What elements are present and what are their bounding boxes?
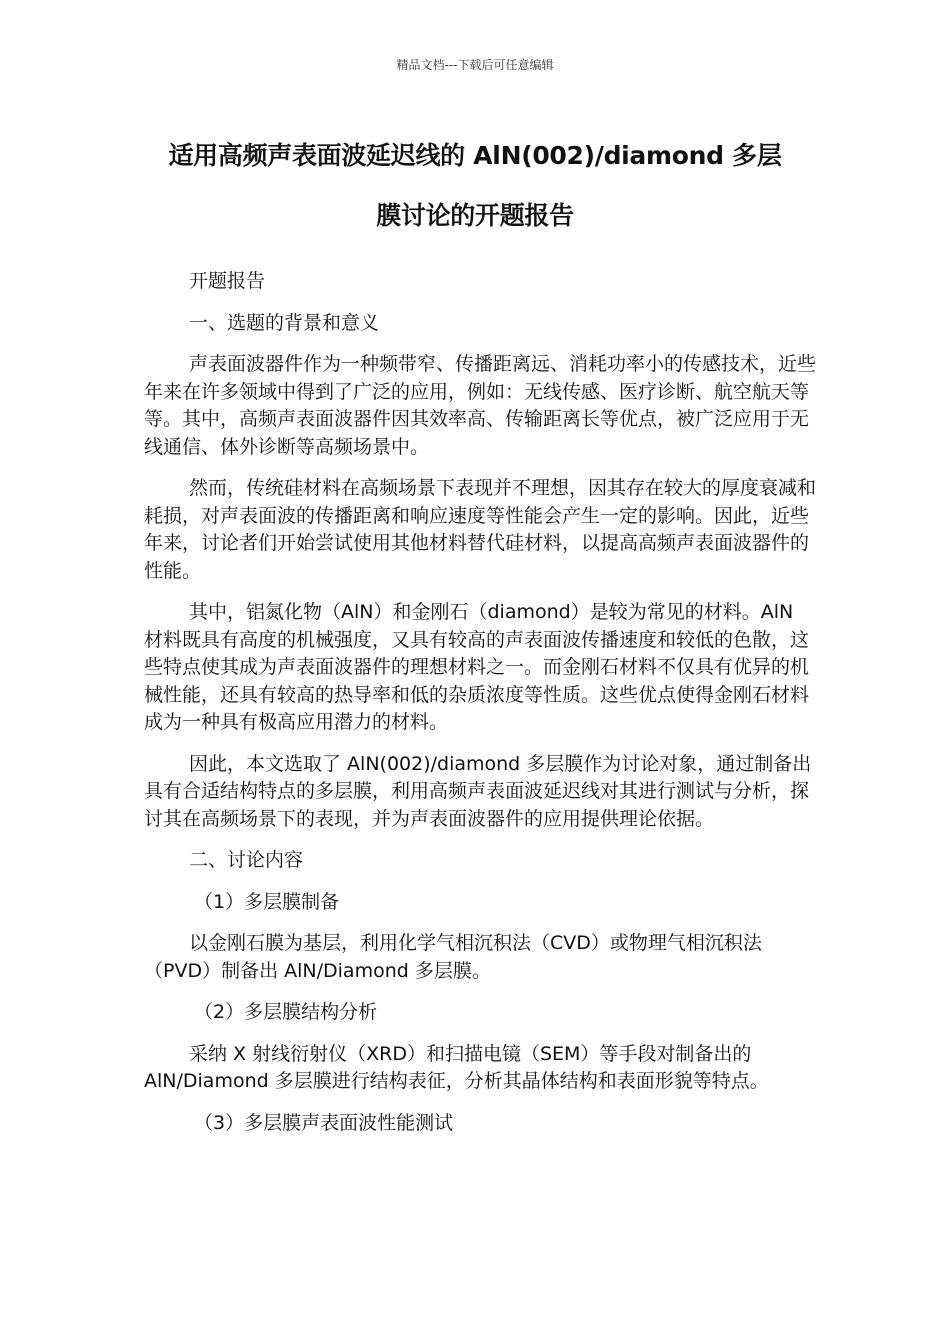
paragraph-1: 声表面波器件作为一种频带窄、传播距离远、消耗功率小的传感技术，近些年来在许多领域中得到了广泛的应用，例如：无线传感、医疗诊断、航空航天等等。其中，高频声表面波器件因其效率高、传输距离长等优点，被广泛应用于无线通信、体外诊断等高频场景中。 — [144, 353, 817, 458]
subsection-2-text: 采纳 X 射线衍射仪（XRD）和扫描电镜（SEM）等手段对制备出的 AlN/Diamond 多层膜进行结构表征，分析其晶体结构和表面形貌等特点。 — [144, 1042, 769, 1092]
title-line-2: 膜讨论的开题报告 — [376, 201, 574, 230]
document-body — [144, 268, 816, 1151]
title-line-1: 适用高频声表面波延迟线的 AlN(002)/diamond 多层 — [168, 141, 782, 170]
document-title — [100, 126, 850, 246]
paragraph-4: 因此，本文选取了 AlN(002)/diamond 多层膜作为讨论对象，通过制备出具有合适结构特点的多层膜，利用高频声表面波延迟线对其进行测试与分析，探讨其在高频场景下的表现，并为声表面波器件的应用提供理论依据。 — [144, 752, 812, 830]
section-2-heading: 二、讨论内容 — [189, 849, 304, 871]
paragraph-3: 其中，铝氮化物（AlN）和金刚石（diamond）是较为常见的材料。AlN 材料既具有高度的机械强度，又具有较高的声表面波传播速度和较低的色散，这些特点使其成为声表面波器件的理想材料之一。而金刚石材料不仅具有优异的机械性能，还具有较高的热导率和低的杂质浓度等性质。这些优点使得金刚石材料成为一种具有极高应用潜力的材料。 — [144, 601, 810, 733]
subsection-2-heading: （2）多层膜结构分析 — [194, 1001, 378, 1023]
subsection-1-text: 以金刚石膜为基层，利用化学气相沉积法（CVD）或物理气相沉积法（PVD）制备出 AlN/Diamond 多层膜。 — [144, 932, 762, 982]
paragraph-2: 然而，传统硅材料在高频场景下表现并不理想，因其存在较大的厚度衰减和耗损，对声表面波的传播距离和响应速度等性能会产生一定的影响。因此，近些年来，讨论者们开始尝试使用其他材料替代硅材料，以提高高频声表面波器件的性能。 — [144, 477, 817, 582]
subsection-1-heading: （1）多层膜制备 — [194, 890, 340, 913]
report-label: 开题报告 — [189, 270, 266, 292]
section-1-heading: 一、选题的背景和意义 — [189, 311, 380, 334]
header-note: 精品文档---下载后可任意编辑 — [396, 58, 554, 72]
subsection-3-heading: （3）多层膜声表面波性能测试 — [194, 1111, 454, 1134]
